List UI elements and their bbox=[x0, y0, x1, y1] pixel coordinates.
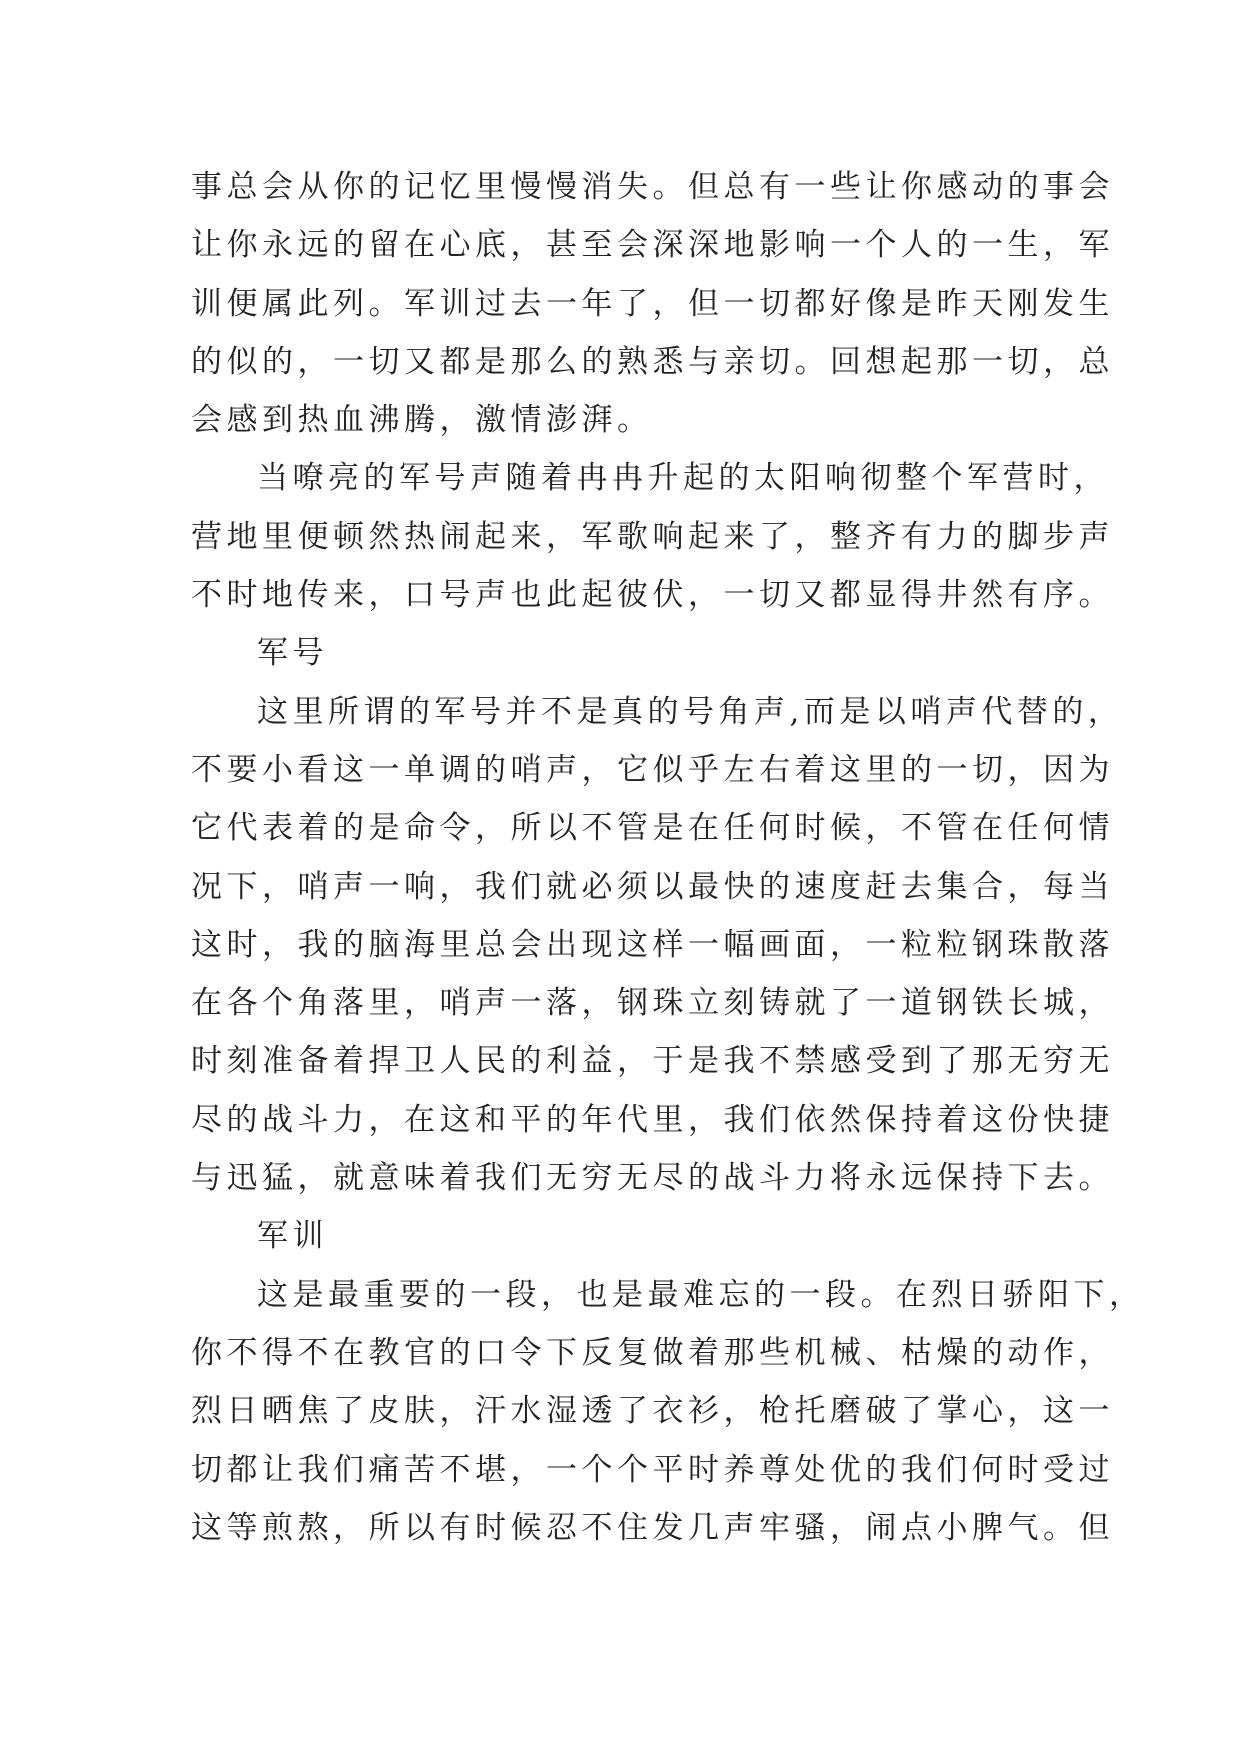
text-line: 烈日晒焦了皮肤，汗水湿透了衣衫，枪托磨破了掌心，这一 bbox=[191, 1393, 1114, 1430]
text-line: 与迅猛，就意味着我们无穷无尽的战斗力将永远保持下去。 bbox=[191, 1160, 1114, 1197]
text-line: 你不得不在教官的口令下反复做着那些机械、枯燥的动作， bbox=[191, 1334, 1114, 1371]
text-line: 它代表着的是命令，所以不管是在任何时候，不管在任何情 bbox=[191, 810, 1114, 847]
text-line: 让你永远的留在心底，甚至会深深地影响一个人的一生，军 bbox=[191, 227, 1114, 264]
text-line: 军训 bbox=[257, 1218, 328, 1255]
text-line: 事总会从你的记忆里慢慢消失。但总有一些让你感动的事会 bbox=[191, 169, 1114, 205]
text-line: 切都让我们痛苦不堪，一个个平时养尊处优的我们何时受过 bbox=[191, 1451, 1114, 1488]
text-line: 这时，我的脑海里总会出现这样一幅画面，一粒粒钢珠散落 bbox=[191, 926, 1114, 963]
text-line: 这等煎熬，所以有时候忍不住发几声牢骚，闹点小脾气。但 bbox=[191, 1509, 1114, 1546]
text-line: 不要小看这一单调的哨声，它似乎左右着这里的一切，因为 bbox=[191, 751, 1114, 788]
text-line: 况下，哨声一响，我们就必须以最快的速度赶去集合，每当 bbox=[191, 868, 1114, 905]
text-line: 会感到热血沸腾，激情澎湃。 bbox=[191, 402, 653, 439]
text-line: 军号 bbox=[257, 635, 328, 672]
text-line: 这是最重要的一段，也是最难忘的一段。在烈日骄阳下， bbox=[257, 1276, 1145, 1313]
text-line: 这里所谓的军号并不是真的号角声,而是以哨声代替的， bbox=[257, 693, 1124, 730]
document-body bbox=[191, 158, 1145, 1557]
text-line: 尽的战斗力，在这和平的年代里，我们依然保持着这份快捷 bbox=[191, 1101, 1114, 1138]
text-line: 当嘹亮的军号声随着冉冉升起的太阳响彻整个军营时， bbox=[257, 460, 1109, 497]
text-line: 营地里便顿然热闹起来，军歌响起来了，整齐有力的脚步声 bbox=[191, 518, 1114, 555]
text-line: 时刻准备着捍卫人民的利益，于是我不禁感受到了那无穷无 bbox=[191, 1043, 1114, 1080]
text-line: 不时地传来，口号声也此起彼伏，一切又都显得井然有序。 bbox=[191, 577, 1114, 614]
text-line: 在各个角落里，哨声一落，钢珠立刻铸就了一道钢铁长城， bbox=[191, 985, 1114, 1022]
text-line: 训便属此列。军训过去一年了，但一切都好像是昨天刚发生 bbox=[191, 285, 1114, 322]
text-line: 的似的，一切又都是那么的熟悉与亲切。回想起那一切，总 bbox=[191, 343, 1114, 380]
